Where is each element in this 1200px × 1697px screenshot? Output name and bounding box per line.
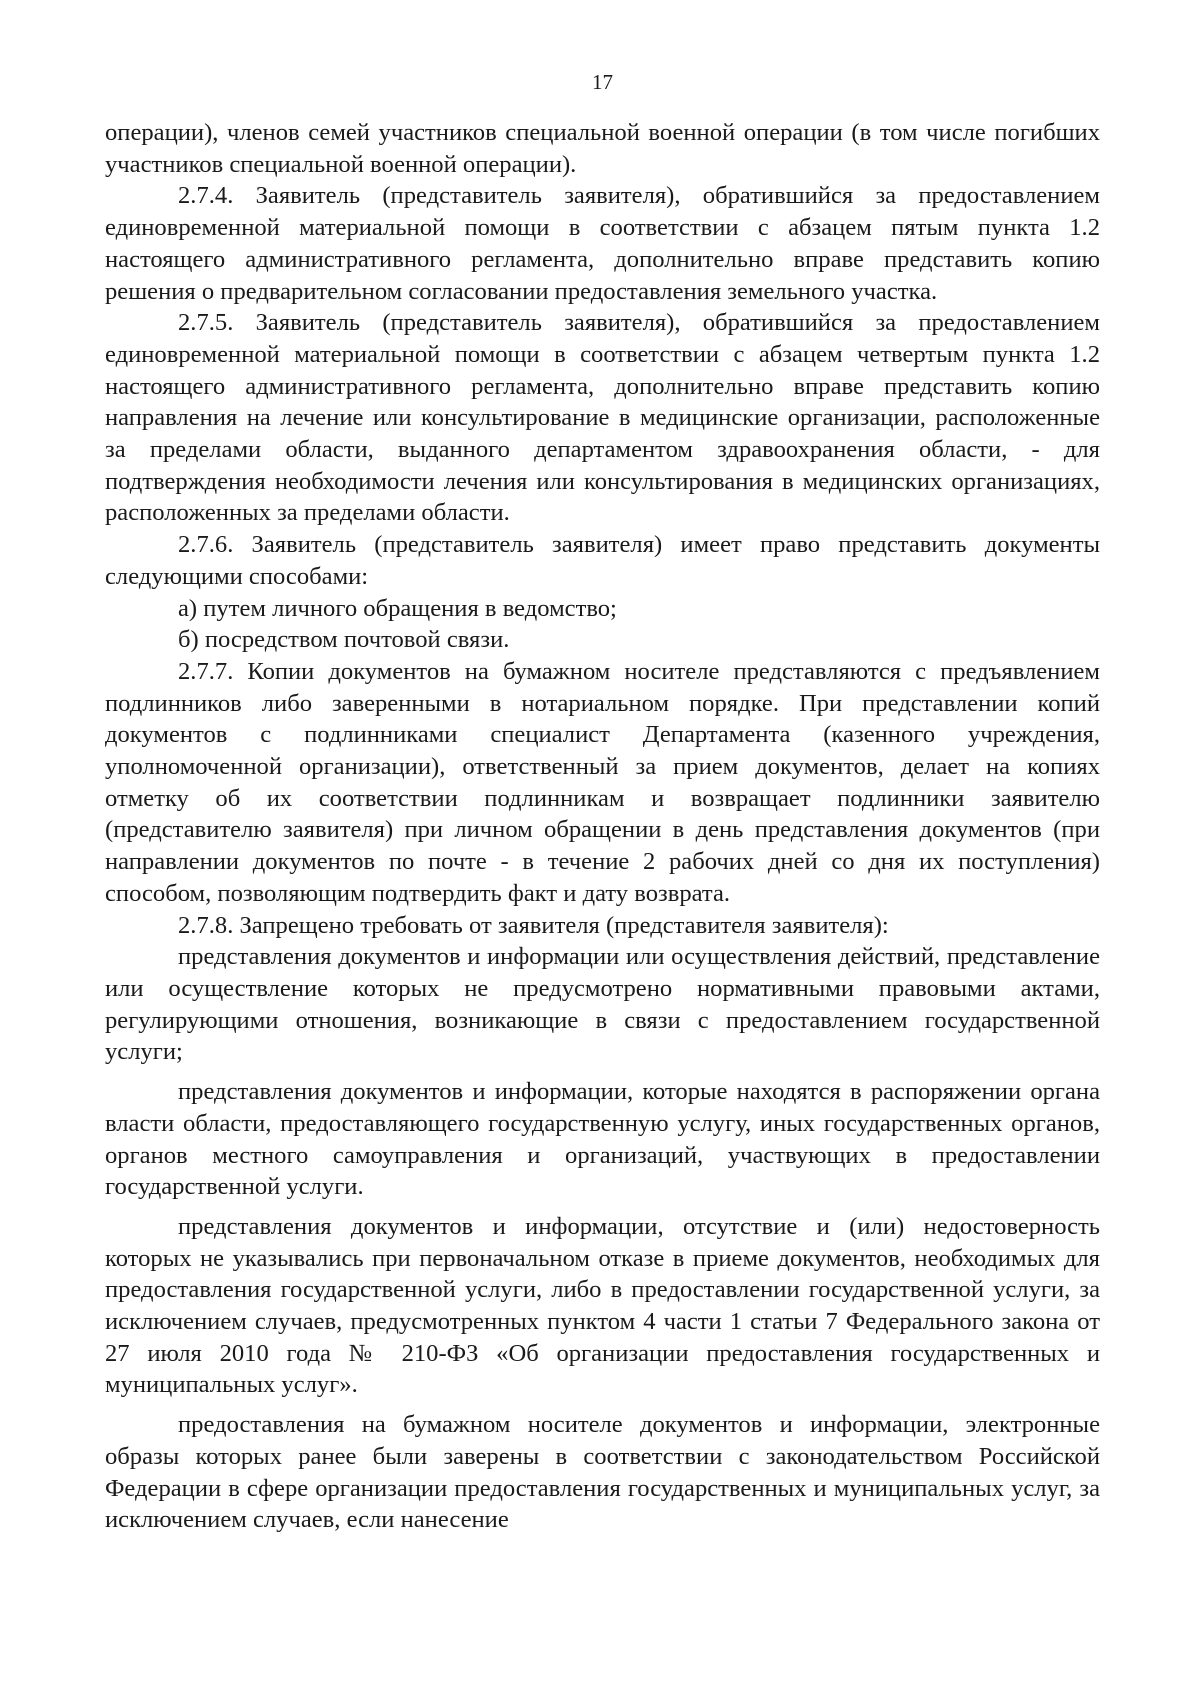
paragraph-2-7-6: 2.7.6. Заявитель (представитель заявителя) имеет право представить документы следующими способами: xyxy=(105,531,1100,590)
prohibition-item-3: представления документов и информации, отсутствие и (или) недостоверность которых не указывались при первоначальном отказе в приеме документов, необходимых для предоставления государственной услуги, либо в предоставлении государственной услуги, за исключением случаев, предусмотренных пунктом 4 части 1 статьи 7 Федерального закона от 27 июля 2010 года № 210-ФЗ «Об организации предоставления государственных и муниципальных услуг». xyxy=(105,1212,1100,1399)
paragraph-2-7-4: 2.7.4. Заявитель (представитель заявителя), обратившийся за предоставлением единовременной материальной помощи в соответствии с абзацем пятым пункта 1.2 настоящего административного регламента, дополнительно вправе представить копию решения о предварительном согласовании предоставления земельного участка. xyxy=(105,182,1100,305)
prohibition-item-2: представления документов и информации, которые находятся в распоряжении органа власти области, предоставляющего государственную услугу, иных государственных органов, органов местного самоуправления и организаций, участвующих в предоставлении государственной услуги. xyxy=(105,1078,1100,1201)
page-number: 17 xyxy=(592,70,613,94)
paragraph-2-7-8: 2.7.8. Запрещено требовать от заявителя (представителя заявителя): xyxy=(178,911,889,939)
paragraph-2-7-7: 2.7.7. Копии документов на бумажном носителе представляются с предъявлением подлинников либо заверенными в нотариальном порядке. При представлении копий документов с подлинниками специалист Департамента (казенного учреждения, уполномоченной организации), ответственный за прием документов, делает на копиях отметку об их соответствии подлинникам и возвращает подлинники заявителю (представителю заявителя) при личном обращении в день представления документов (при направлении документов по почте - в течение 2 рабочих дней со дня их поступления) способом, позволяющим подтвердить факт и дату возврата. xyxy=(105,657,1100,907)
list-item-b: б) посредством почтовой связи. xyxy=(178,626,510,654)
document-body xyxy=(105,117,1100,1536)
prohibition-item-1: представления документов и информации или осуществления действий, представление или осуществление которых не предусмотрено нормативными правовыми актами, регулирующими отношения, возникающие в связи с предоставлением государственной услуги; xyxy=(105,943,1100,1066)
paragraph-continuation: операции), членов семей участников специальной военной операции (в том числе погибших участников специальной военной операции). xyxy=(105,119,1100,178)
list-item-a: а) путем личного обращения в ведомство; xyxy=(178,594,617,622)
paragraph-2-7-5: 2.7.5. Заявитель (представитель заявителя), обратившийся за предоставлением единовременной материальной помощи в соответствии с абзацем четвертым пункта 1.2 настоящего административного регламента, дополнительно вправе представить копию направления на лечение или консультирование в медицинские организации, расположенные за пределами области, выданного департаментом здравоохранения области, - для подтверждения необходимости лечения или консультирования в медицинских организациях, расположенных за пределами области. xyxy=(105,309,1100,527)
prohibition-item-4: предоставления на бумажном носителе документов и информации, электронные образы которых ранее были заверены в соответствии с законодательством Российской Федерации в сфере организации предоставления государственных и муниципальных услуг, за исключением случаев, если нанесение xyxy=(105,1411,1100,1534)
